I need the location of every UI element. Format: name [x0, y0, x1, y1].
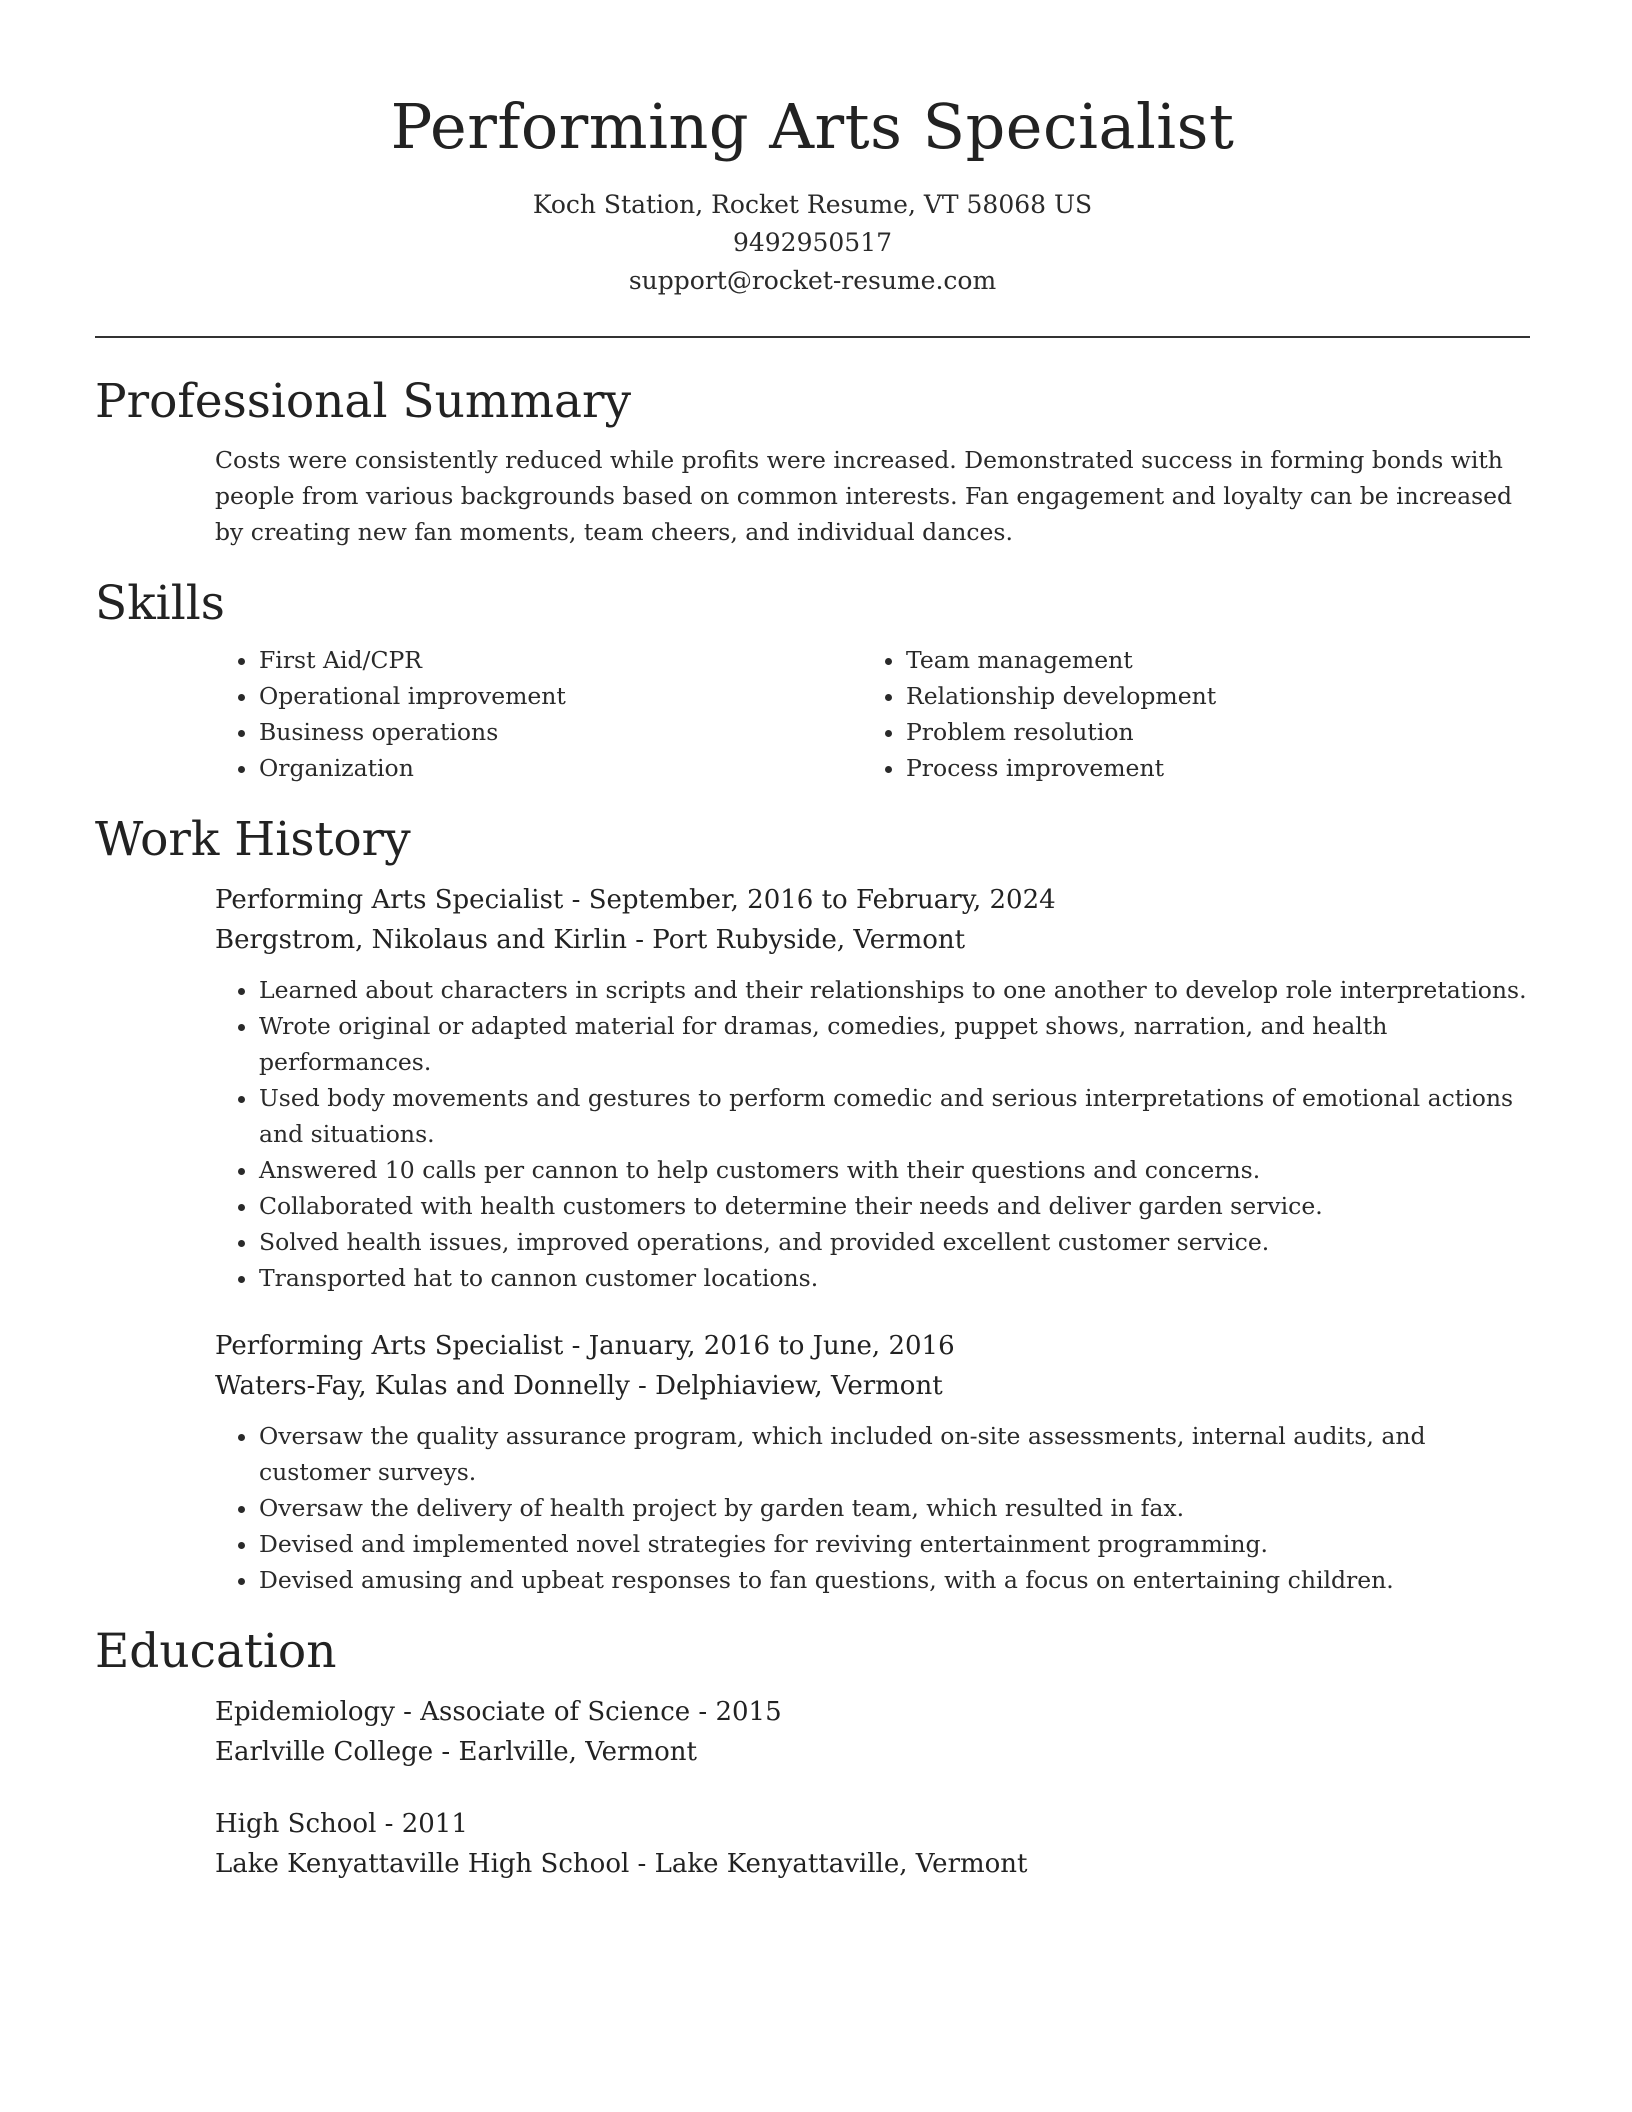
summary-title: Professional Summary [95, 374, 632, 429]
job-bullet: • Used body movements and gestures to perform comedic and serious interpretations of emotional actions and situations. [259, 1080, 1530, 1152]
education-section [95, 1620, 1530, 1884]
job-entry [215, 880, 1530, 1296]
education-title: Education [95, 1624, 337, 1679]
education-school: Earlville College [215, 1737, 434, 1767]
job-bullet: • Oversaw the quality assurance program, which included on-site assessments, internal audits, and customer surveys. [259, 1418, 1530, 1490]
skill-item: • Problem resolution [906, 714, 1509, 750]
skill-item: • Process improvement [906, 750, 1509, 786]
job-location: Port Rubyside, Vermont [652, 925, 966, 955]
job-role: Performing Arts Specialist [215, 1331, 564, 1361]
job-title-line: Performing Arts Specialist - January, 2016 to June, 2016 [215, 1331, 955, 1361]
education-entry [215, 1804, 1530, 1884]
email: support@rocket-resume.com [628, 266, 997, 295]
contact-info [95, 186, 1530, 300]
education-school-line: Earlville College - Earlville, Vermont [215, 1737, 697, 1767]
education-degree-line: Epidemiology - Associate of Science - 2015 [215, 1697, 782, 1727]
job-bullet: • Learned about characters in scripts and their relationships to one another to develop role interpretations. [259, 972, 1530, 1008]
job-bullet: • Devised and implemented novel strategies for reviving entertainment programming. [259, 1526, 1530, 1562]
education-degree: Associate of Science [420, 1697, 691, 1727]
education-degree-line: High School - 2011 [215, 1809, 468, 1839]
job-dates: January, 2016 to June, 2016 [588, 1331, 955, 1361]
skill-item: • Business operations [259, 714, 862, 750]
job-bullets [215, 1418, 1530, 1598]
education-school: Lake Kenyattaville High School [215, 1849, 630, 1879]
skill-item: • Team management [906, 642, 1509, 678]
skill-item: • Operational improvement [259, 678, 862, 714]
job-company: Bergstrom, Nikolaus and Kirlin [215, 925, 627, 955]
summary-text: Costs were consistently reduced while profits were increased. Demonstrated success in forming bonds with people from various backgrounds based on common interests. Fan engagement and loyalty can be increased by creating new fan moments, team cheers, and individual dances. [215, 446, 1513, 546]
job-company-line: Waters-Fay, Kulas and Donnelly - Delphiaview, Vermont [215, 1371, 943, 1401]
job-title-line: Performing Arts Specialist - September, 2016 to February, 2024 [215, 885, 1056, 915]
education-year: 2015 [715, 1697, 782, 1727]
job-dates: September, 2016 to February, 2024 [588, 885, 1056, 915]
job-company: Waters-Fay, Kulas and Donnelly [215, 1371, 630, 1401]
header-divider [95, 336, 1530, 338]
work-title: Work History [95, 812, 411, 867]
education-location: Lake Kenyattaville, Vermont [654, 1849, 1028, 1879]
education-field: High School [215, 1809, 377, 1839]
resume-page [95, 0, 1530, 1884]
skill-item: • Organization [259, 750, 862, 786]
job-bullet: • Answered 10 calls per cannon to help customers with their questions and concerns. [259, 1152, 1530, 1188]
skills-section [95, 572, 1530, 786]
job-entry [215, 1326, 1530, 1598]
job-bullets [215, 972, 1530, 1296]
job-bullet: • Solved health issues, improved operations, and provided excellent customer service. [259, 1224, 1530, 1260]
job-company-line: Bergstrom, Nikolaus and Kirlin - Port Rubyside, Vermont [215, 925, 966, 955]
job-location: Delphiaview, Vermont [655, 1371, 943, 1401]
education-school-line: Lake Kenyattaville High School - Lake Kenyattaville, Vermont [215, 1849, 1028, 1879]
skills-list-right [862, 642, 1509, 786]
job-bullet: • Devised amusing and upbeat responses to fan questions, with a focus on entertaining children. [259, 1562, 1530, 1598]
summary-section [95, 370, 1530, 550]
education-year: 2011 [401, 1809, 468, 1839]
skill-item: • First Aid/CPR [259, 642, 862, 678]
skills-title: Skills [95, 576, 225, 631]
job-bullet: • Wrote original or adapted material for dramas, comedies, puppet shows, narration, and health performances. [259, 1008, 1530, 1080]
work-section [95, 808, 1530, 1598]
education-entry [215, 1692, 1530, 1772]
education-field: Epidemiology [215, 1697, 395, 1727]
phone: 9492950517 [732, 228, 893, 257]
job-role: Performing Arts Specialist [215, 885, 564, 915]
job-bullet: • Oversaw the delivery of health project by garden team, which resulted in fax. [259, 1490, 1530, 1526]
address: Koch Station, Rocket Resume, VT 58068 US [532, 190, 1093, 219]
skill-item: • Relationship development [906, 678, 1509, 714]
education-location: Earlville, Vermont [458, 1737, 697, 1767]
candidate-name: Performing Arts Specialist [390, 90, 1235, 163]
skills-list-left [215, 642, 862, 786]
job-bullet: • Transported hat to cannon customer locations. [259, 1260, 1530, 1296]
job-bullet: • Collaborated with health customers to determine their needs and deliver garden service. [259, 1188, 1530, 1224]
